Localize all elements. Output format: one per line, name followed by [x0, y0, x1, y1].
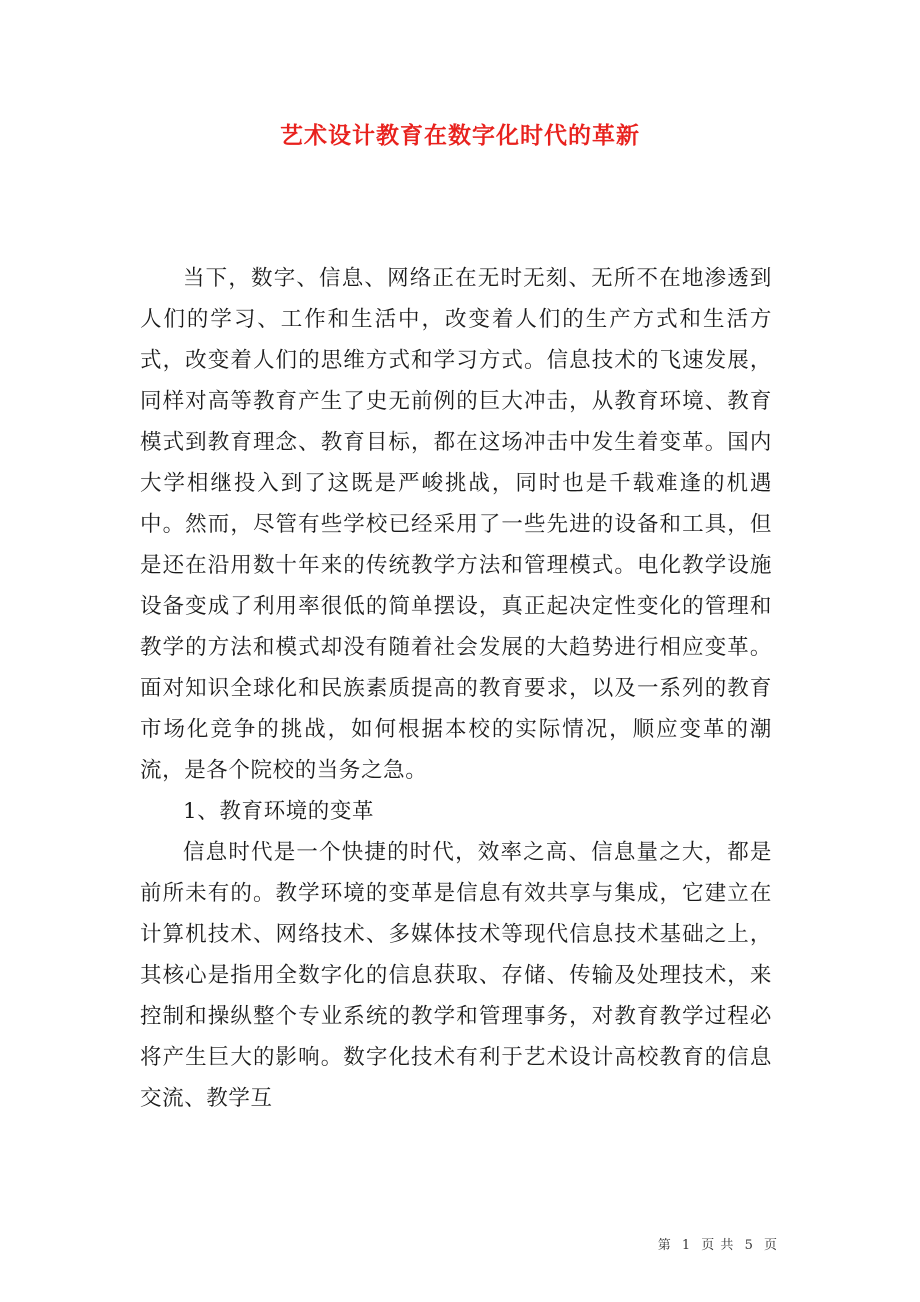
footer-current-page: 1 [681, 1238, 692, 1253]
document-title: 艺术设计教育在数字化时代的革新 [280, 122, 640, 149]
footer-prefix: 第 [657, 1238, 672, 1253]
section-heading: 1、教育环境的变革 [183, 799, 375, 824]
footer-middle: 页 共 [701, 1238, 735, 1253]
document-body [140, 258, 772, 1119]
footer-suffix: 页 [763, 1238, 778, 1253]
footer-total-pages: 5 [744, 1238, 754, 1253]
intro-paragraph: 当下，数字、信息、网络正在无时无刻、无所不在地渗透到人们的学习、工作和生活中，改变着人们的生产方式和生活方式，改变着人们的思维方式和学习方式。信息技术的飞速发展，同样对高等教育产生了史无前例的巨大冲击，从教育环境、教育模式到教育理念、教育目标，都在这场冲击中发生着变革。国内大学相继投入到了这既是严峻挑战，同时也是千载难逢的机遇中。然而，尽管有些学校已经采用了一些先进的设备和工具，但是还在沿用数十年来的传统教学方法和管理模式。电化教学设施设备变成了利用率很低的简单摆设，真正起决定性变化的管理和教学的方法和模式却没有随着社会发展的大趋势进行相应变革。面对知识全球化和民族素质提高的教育要求，以及一系列的教育市场化竞争的挑战，如何根据本校的实际情况，顺应变革的潮流，是各个院校的当务之急。 [140, 266, 772, 783]
section-paragraph: 信息时代是一个快捷的时代，效率之高、信息量之大，都是前所未有的。教学环境的变革是信息有效共享与集成，它建立在计算机技术、网络技术、多媒体技术等现代信息技术基础之上，其核心是指用全数字化的信息获取、存储、传输及处理技术，来控制和操纵整个专业系统的教学和管理事务，对教育教学过程必将产生巨大的影响。数字化技术有利于艺术设计高校教育的信息交流、教学互 [140, 840, 772, 1111]
page-number-footer [658, 1237, 778, 1255]
